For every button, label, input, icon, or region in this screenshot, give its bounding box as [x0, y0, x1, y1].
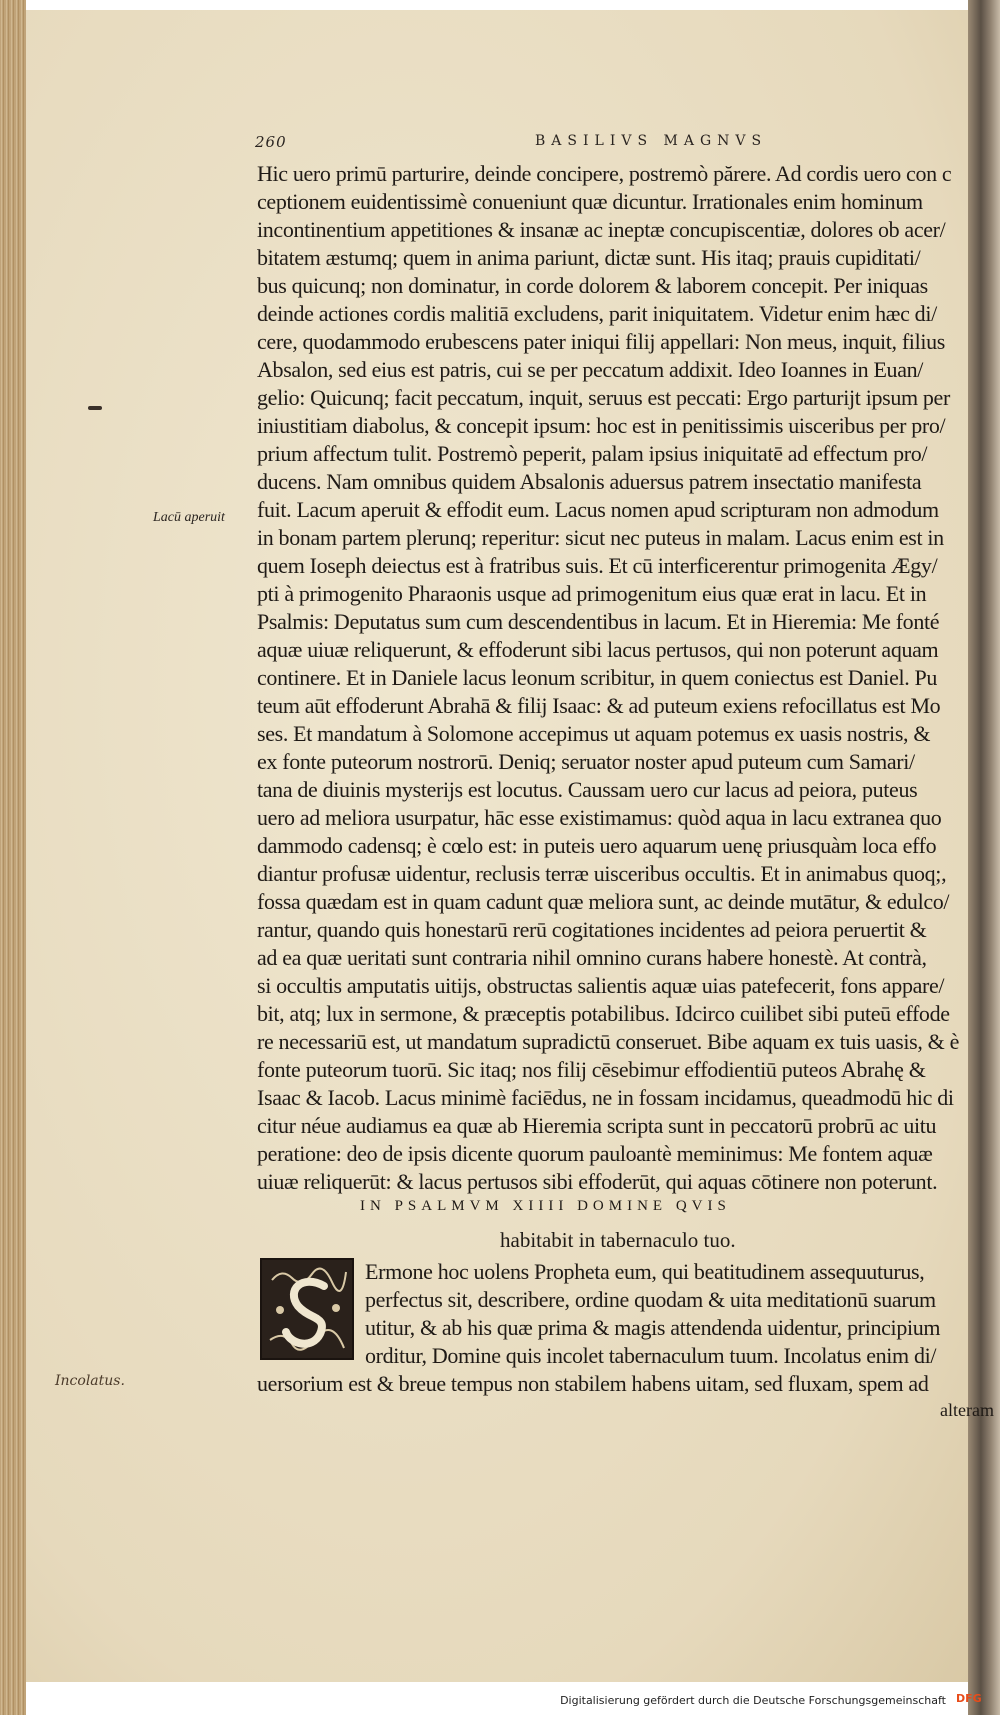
catchword: alteram [940, 1400, 994, 1420]
psalm-text-line: orditur, Domine quis incolet tabernaculum tuum. Incolatus enim di/ [365, 1343, 937, 1368]
text-line: deinde actiones cordis malitiā excludens, parit iniquitatem. Videtur enim hæc di/ [257, 301, 937, 326]
main-text-block [257, 160, 977, 1196]
text-line: Isaac & Iacob. Lacus minimè faciēdus, ne in fossam incidamus, queadmodū hic di [257, 1085, 954, 1110]
psalm-text-line: uersorium est & breue tempus non stabilem habens uitam, sed fluxam, spem ad [257, 1371, 929, 1396]
text-line: incontinentium appetitiones & insanæ ac ineptæ concupiscentiæ, dolores ob acer/ [257, 217, 946, 242]
psalm-subheading: habitabit in tabernaculo tuo. [500, 1228, 736, 1252]
page-number: 260 [255, 133, 287, 151]
text-line: re necessariū est, ut mandatum supradictū conseruet. Bibe aquam ex tuis uasis, & è [257, 1029, 959, 1054]
psalm-text-line: Ermone hoc uolens Propheta eum, qui beatitudinem assequuturus, [365, 1259, 925, 1284]
text-line: prium affectum tulit. Postremò peperit, palam ipsius iniquitatē ad effectum pro/ [257, 441, 928, 466]
text-line: fonte puteorum tuorū. Sic itaq; nos filij cēsebimur effodientiū puteos Abrahę & [257, 1057, 926, 1082]
text-line: quem Ioseph deiectus est à fratribus suis. Et cū interficerentur primogenita Ægy/ [257, 553, 938, 578]
dfg-logo: DFG [956, 1692, 982, 1705]
text-line: ses. Et mandatum à Solomone accepimus ut aquam potemus ex uasis nostris, & [257, 721, 931, 746]
text-line: teum aūt effoderunt Abrahā & filij Isaac: & ad puteum exiens refocillatus est Mo [257, 693, 941, 718]
text-line: cere, quodammodo erubescens pater iniqui filij appellari: Non meus, inquit, filius [257, 329, 945, 354]
text-line: bitatem æstumq; quem in anima pariunt, dictæ sunt. His itaq; prauis cupiditati/ [257, 245, 921, 270]
psalm-heading: IN PSALMVM XIIII DOMINE QVIS [360, 1198, 731, 1214]
text-line: ceptionem euidentissimè conueniunt quæ dicuntur. Irrationales enim hominum [257, 189, 923, 214]
text-line: aquæ uiuæ reliquerunt, & effoderunt sibi lacus pertusos, qui non poterunt aquam [257, 637, 939, 662]
text-line: uero ad meliora usurpatur, hāc esse existimamus: quòd aqua in lacu extranea quo [257, 805, 942, 830]
running-head [255, 133, 815, 157]
handwritten-margin-note: Incolatus. [55, 1373, 125, 1389]
text-line: gelio: Quicunq; facit peccatum, inquit, seruus est peccati: Ergo parturijt ipsum per [257, 385, 950, 410]
text-line: tana de diuinis mysterijs est locutus. Caussam uero cur lacus ad peiora, puteus [257, 777, 918, 802]
psalm-text-line: utitur, & ab his quæ prima & magis attendenda uidentur, principium [365, 1315, 941, 1340]
digitization-credit: Digitalisierung gefördert durch die Deutsche Forschungsgemeinschaft [560, 1694, 946, 1707]
text-line: Hic uero primū parturire, deinde concipere, postremò părere. Ad cordis uero con c [257, 161, 952, 186]
psalm-text-block [257, 1258, 977, 1398]
text-line: iniustitiam diabolus, & concepit ipsum: hoc est in penitissimis uisceribus per pro/ [257, 413, 946, 438]
text-line: uiuæ reliquerūt: & lacus pertusos sibi effoderūt, qui aquas cōtinere non poterunt. [257, 1169, 938, 1194]
text-line: ex fonte puteorum nostrorū. Deniq; seruator noster apud puteum cum Samari/ [257, 749, 915, 774]
text-line: rantur, quando quis honestarū rerū cogitationes incidentes ad peiora peruertit & [257, 917, 927, 942]
text-line: ad ea quæ ueritati sunt contraria nihil omnino curans habere honestè. At contrà, [257, 945, 927, 970]
text-line: ducens. Nam omnibus quidem Absalonis aduersus patrem insectatio manifesta [257, 469, 922, 494]
text-line: continere. Et in Daniele lacus leonum scribitur, in quem coniectus est Daniel. Pu [257, 665, 938, 690]
margin-mark [88, 406, 102, 410]
text-line: peratione: deo de ipsis dicente quorum pauloantè meminimus: Me fontem aquæ [257, 1141, 933, 1166]
text-line: in bonam partem plerunq; reperitur: sicut nec puteus in malam. Lacus enim est in [257, 525, 944, 550]
psalm-text-line: perfectus sit, describere, ordine quodam & uita meditationū suarum [365, 1287, 936, 1312]
text-line: bit, atq; lux in sermone, & præceptis potabilibus. Idcirco cuilibet sibi puteū effode [257, 1001, 950, 1026]
text-line: fossa quædam est in quam cadunt quæ meliora sunt, ac deinde mutātur, & edulco/ [257, 889, 950, 914]
margin-note-lacus: Lacū aperuit [153, 510, 225, 525]
text-line: Psalmis: Deputatus sum cum descendentibus in lacum. Et in Hieremia: Me fonté [257, 609, 940, 634]
text-line: citur néue audiamus ea quæ ab Hieremia scripta sunt in peccatorū probrū ac uitu [257, 1113, 937, 1138]
text-line: dammodo cadensq; è cœlo est: in puteis uero aquarum uenę priusquàm loca effo [257, 833, 937, 858]
text-line: diantur profusæ uidentur, reclusis terræ uisceribus occultis. Et in animabus quoq;, [257, 861, 947, 886]
book-edge-left [0, 0, 26, 1715]
text-line: Absalon, sed eius est patris, cui se per peccatum addixit. Ideo Ioannes in Euan/ [257, 357, 924, 382]
text-line: fuit. Lacum aperuit & effodit eum. Lacus nomen apud scripturam non admodum [257, 497, 939, 522]
running-title: BASILIVS MAGNVS [535, 133, 768, 149]
text-line: pti à primogenito Pharaonis usque ad primogenitum eius quæ erat in lacu. Et in [257, 581, 927, 606]
text-line: si occultis amputatis uitijs, obstructas salientis aquæ uias patefecerit, fons appare/ [257, 973, 945, 998]
text-line: bus quicunq; non dominatur, in corde dolorem & laborem concepit. Per iniquas [257, 273, 928, 298]
